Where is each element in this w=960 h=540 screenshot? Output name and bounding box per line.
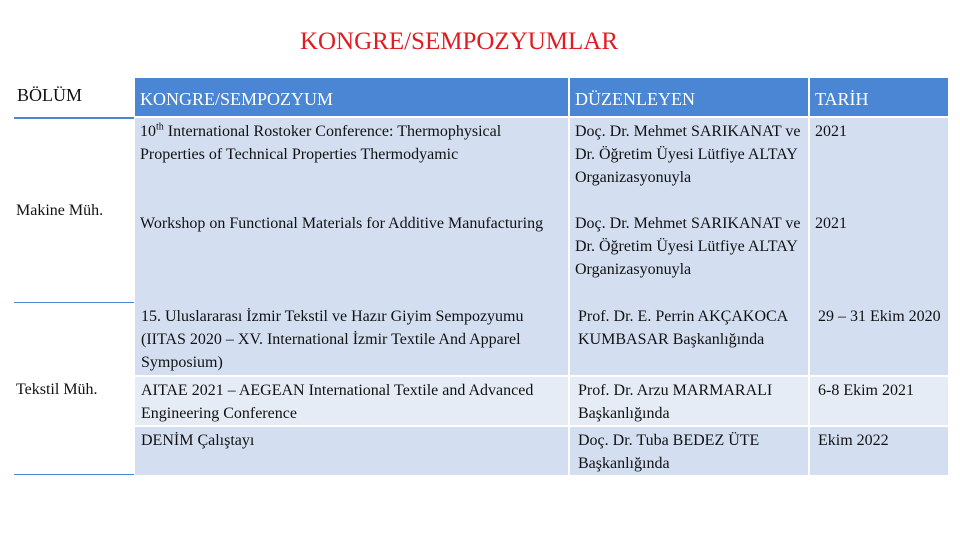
organizer-text: Doç. Dr. Mehmet SARIKANAT ve Dr. Öğretim Üyesi Lütfiye ALTAY Organizasyonuyla <box>575 215 801 278</box>
header-kongre <box>135 78 568 116</box>
event-ordinal-suffix: th <box>156 121 164 133</box>
date-text: 2021 <box>815 215 847 232</box>
header-duzenleyen <box>570 78 808 116</box>
group-divider <box>14 302 134 303</box>
event-title: AITAE 2021 – AEGEAN International Textile and Advanced Engineering Conference <box>141 382 534 422</box>
date-text: 29 – 31 Ekim 2020 <box>818 308 941 325</box>
table-row-2-event <box>135 210 568 303</box>
table-row-4-date <box>810 377 948 425</box>
header-tarih-label: TARİH <box>815 89 869 109</box>
event-ordinal: 10 <box>140 123 156 140</box>
organizer-text: Doç. Dr. Mehmet SARIKANAT ve Dr. Öğretim Üyesi Lütfiye ALTAY Organizasyonuyla <box>575 123 801 186</box>
date-text: 6-8 Ekim 2021 <box>818 382 914 399</box>
table-row-5-date <box>810 427 948 475</box>
organizer-text: Doç. Dr. Tuba BEDEZ ÜTE Başkanlığında <box>578 432 760 472</box>
table-row-2-organizer <box>570 210 808 303</box>
event-title: International Rostoker Conference: Thermophysical Properties of Technical Properties Thermodyamic <box>140 123 502 163</box>
organizer-text: Prof. Dr. Arzu MARMARALI Başkanlığında <box>578 382 773 422</box>
date-text: 2021 <box>815 123 847 140</box>
event-title: DENİM Çalıştayı <box>141 432 255 449</box>
header-tarih <box>810 78 948 116</box>
group-divider <box>14 474 134 475</box>
table-row-3-date <box>810 303 948 375</box>
header-bolum-label: BÖLÜM <box>17 85 83 105</box>
page-title: KONGRE/SEMPOZYUMLAR <box>299 28 619 55</box>
organizer-text: Prof. Dr. E. Perrin AKÇAKOCA KUMBASAR Başkanlığında <box>578 308 788 348</box>
table-row-1-date <box>810 118 948 210</box>
table-row-4-organizer <box>570 377 808 425</box>
department-makine <box>14 118 134 303</box>
event-title: Workshop on Functional Materials for Additive Manufacturing <box>140 215 544 232</box>
department-makine-label: Makine Müh. <box>16 202 104 219</box>
table-row-5-organizer <box>570 427 808 475</box>
table-row-3-event <box>135 303 568 375</box>
header-duzenleyen-label: DÜZENLEYEN <box>575 89 695 109</box>
table-row-1-organizer <box>570 118 808 210</box>
header-kongre-label: KONGRE/SEMPOZYUM <box>140 89 334 109</box>
table-row-1-event <box>135 118 568 210</box>
header-bolum <box>14 78 134 116</box>
date-text: Ekim 2022 <box>818 432 889 449</box>
department-tekstil-label: Tekstil Müh. <box>16 380 98 398</box>
event-title: 15. Uluslararası İzmir Tekstil ve Hazır Giyim Sempozyumu (IITAS 2020 – XV. International İzmir Textile And Apparel Symposium) <box>141 308 524 371</box>
group-divider <box>14 117 134 119</box>
department-tekstil <box>14 303 134 475</box>
table-row-2-date <box>810 210 948 303</box>
table-row-5-event <box>135 427 568 475</box>
table-row-4-event <box>135 377 568 425</box>
table-row-3-organizer <box>570 303 808 375</box>
